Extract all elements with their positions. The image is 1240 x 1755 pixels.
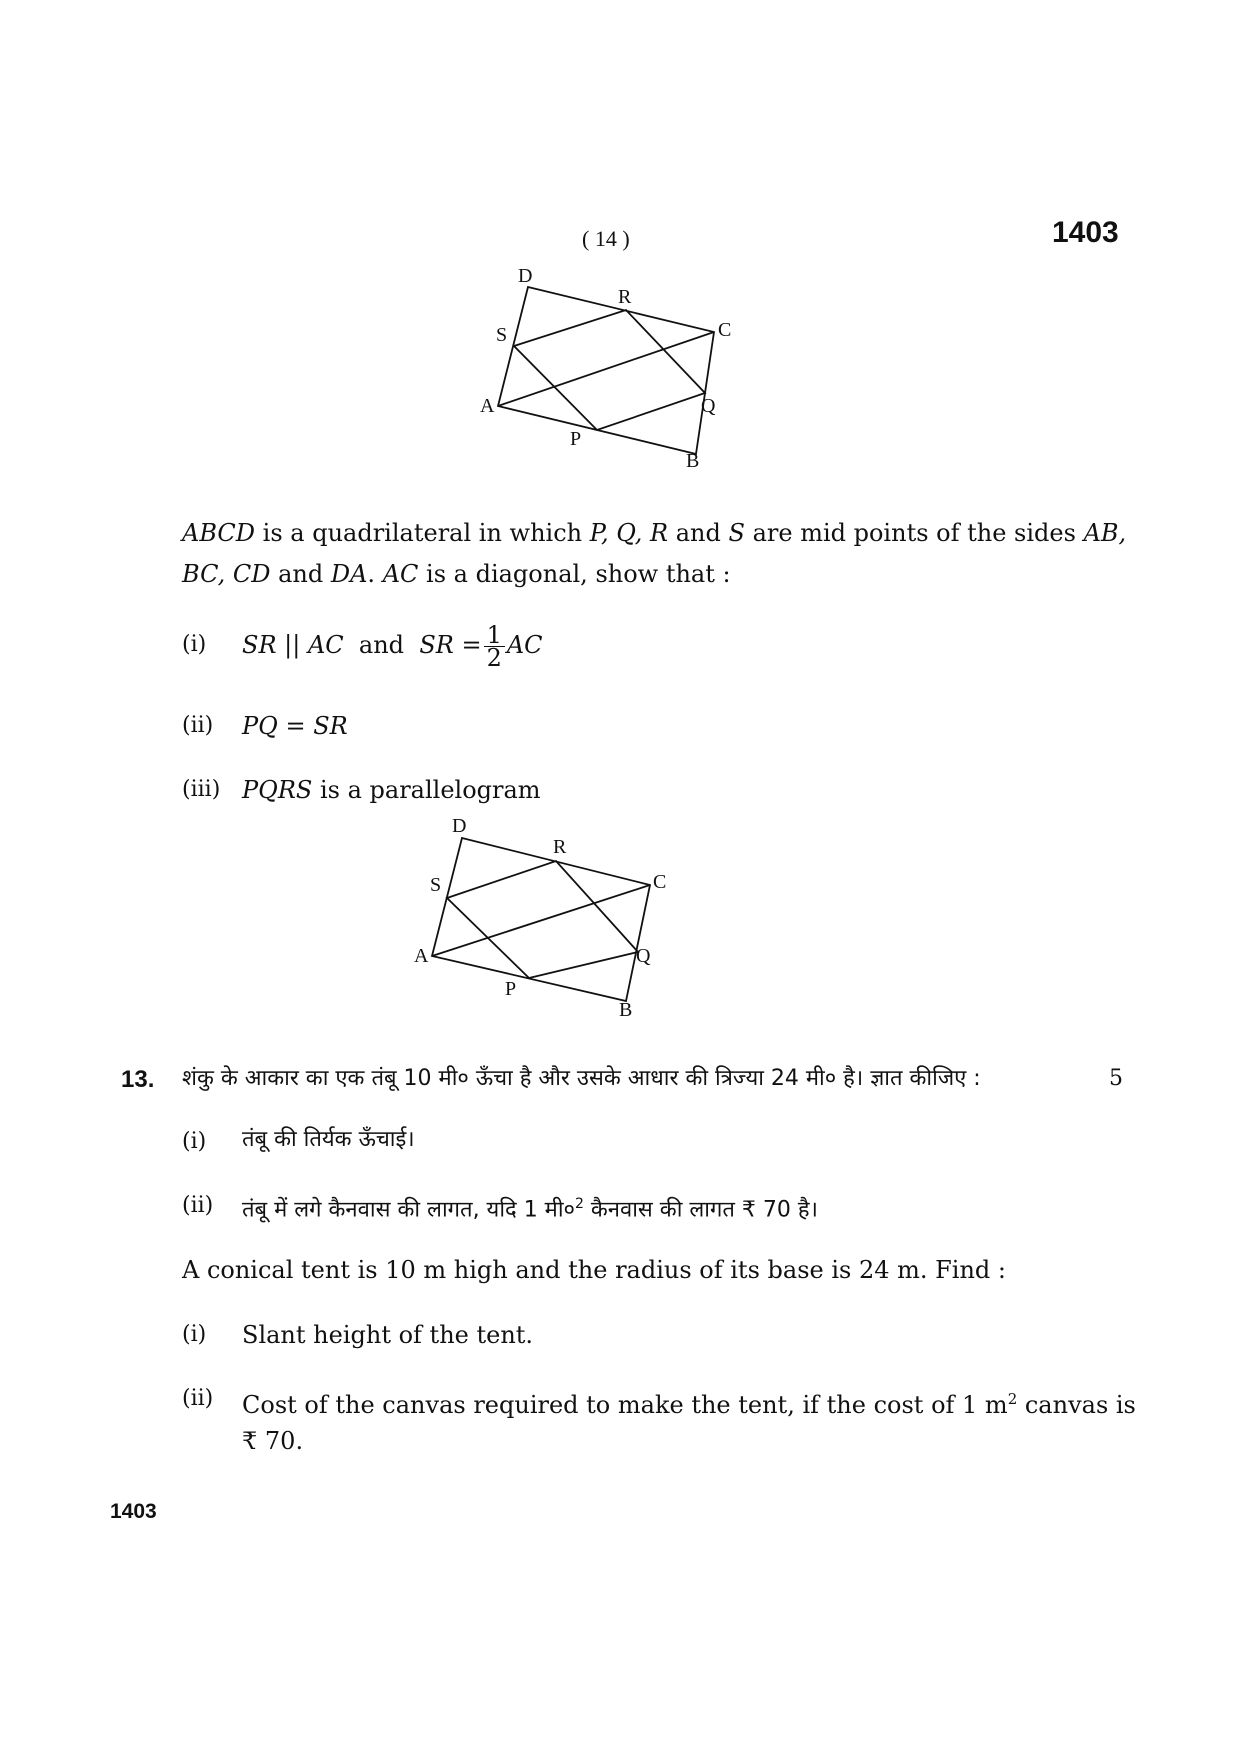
- page-number: ( 14 ): [582, 226, 630, 251]
- text-segment: Cost of the canvas required to make the tent, if the cost of 1 m: [242, 1391, 1008, 1419]
- label-a: A: [480, 395, 495, 417]
- label-b: B: [686, 450, 700, 472]
- q13-english-part1-text: Slant height of the tent.: [242, 1321, 534, 1349]
- expr-ac: AC: [506, 631, 543, 659]
- fraction-half: [484, 621, 505, 672]
- label-q: Q: [701, 395, 716, 417]
- quadrilateral-abcd: [498, 287, 714, 454]
- q12-part1-expression: [242, 620, 543, 670]
- expr-sr-parallel-ac: SR || AC: [242, 631, 344, 659]
- label-p: P: [570, 428, 582, 450]
- q13-english-part2-label: (ii): [182, 1386, 214, 1411]
- quadrilateral-abcd-2: [432, 838, 650, 1001]
- figure-top-lines: [498, 287, 714, 454]
- label-c: C: [718, 319, 732, 341]
- quadrilateral-figure-bottom: [0, 800, 1240, 1030]
- text-segment: canvas is: [1017, 1391, 1136, 1419]
- term-pqrs: PQRS: [242, 776, 313, 804]
- text-segment: and: [668, 519, 729, 547]
- quadrilateral-figure-top: [0, 0, 1240, 520]
- text-segment: तंबू में लगे कैनवास की लागत, यदि 1 मी०: [242, 1197, 575, 1223]
- text-segment: is a quadrilateral in which: [255, 519, 590, 547]
- q13-english-part2-text: [242, 1384, 1136, 1420]
- parallelogram-pqrs: [514, 310, 705, 430]
- text-segment: कैनवास की लागत ₹ 70 है।: [583, 1197, 818, 1223]
- text-segment: and: [270, 560, 331, 588]
- label-d-2: D: [452, 815, 467, 837]
- text-segment: .: [367, 560, 383, 588]
- label-r-2: R: [553, 836, 567, 858]
- fraction-denominator: 2: [486, 644, 502, 672]
- q13-hindi-part1-label: (i): [182, 1129, 207, 1154]
- paper-code-top: 1403: [1052, 216, 1119, 249]
- paper-code-bottom: 1403: [110, 1500, 157, 1523]
- diagonal-ac-2: [432, 885, 650, 956]
- label-s: S: [496, 324, 508, 346]
- superscript: 2: [574, 1196, 584, 1212]
- q12-part1-label: (i): [182, 632, 207, 657]
- word-and: and: [358, 631, 405, 659]
- label-r: R: [618, 286, 632, 308]
- text-segment: is a parallelogram: [312, 776, 541, 804]
- q12-part2-expression: PQ = SR: [242, 712, 348, 740]
- label-s-2: S: [430, 874, 442, 896]
- term-ac: AC: [382, 560, 419, 588]
- q13-number: 13.: [121, 1066, 155, 1093]
- q13-marks: 5: [1109, 1066, 1123, 1091]
- term-da: DA: [330, 560, 368, 588]
- q13-english-intro: A conical tent is 10 m high and the radius of its base is 24 m. Find :: [182, 1256, 1007, 1284]
- label-q-2: Q: [636, 945, 651, 967]
- label-a-2: A: [414, 945, 429, 967]
- term-bc-cd: BC, CD: [182, 560, 271, 588]
- q13-hindi-question: शंकु के आकार का एक तंबू 10 मी० ऊँचा है और उसके आधार की त्रिज्या 24 मी० है। ज्ञात कीजिए :: [182, 1066, 981, 1091]
- term-s: S: [728, 519, 745, 547]
- q13-hindi-part2-label: (ii): [182, 1193, 214, 1218]
- q13-english-part2-line2: ₹ 70.: [242, 1427, 304, 1455]
- q12-intro-line2: [182, 559, 731, 589]
- q13-hindi-part2-text: [242, 1189, 818, 1225]
- label-b-2: B: [619, 999, 633, 1021]
- label-p-2: P: [505, 978, 517, 1000]
- expr-sr-equals: SR =: [419, 631, 482, 659]
- text-segment: is a diagonal, show that :: [418, 560, 731, 588]
- q13-english-part1-label: (i): [182, 1322, 207, 1347]
- q12-part3-label: (iii): [182, 777, 221, 802]
- q12-intro-line1: [182, 518, 1126, 548]
- term-pqr: P, Q, R: [589, 519, 669, 547]
- term-ab: AB,: [1083, 519, 1127, 547]
- fraction-numerator: 1: [484, 624, 505, 647]
- label-d: D: [518, 265, 533, 287]
- figure-bottom-lines: [432, 838, 650, 1001]
- label-c-2: C: [653, 871, 667, 893]
- superscript: 2: [1007, 1390, 1018, 1408]
- q13-hindi-part1-text: तंबू की तिर्यक ऊँचाई।: [242, 1127, 415, 1152]
- term-abcd: ABCD: [182, 519, 256, 547]
- text-segment: are mid points of the sides: [744, 519, 1084, 547]
- q12-part2-label: (ii): [182, 713, 214, 738]
